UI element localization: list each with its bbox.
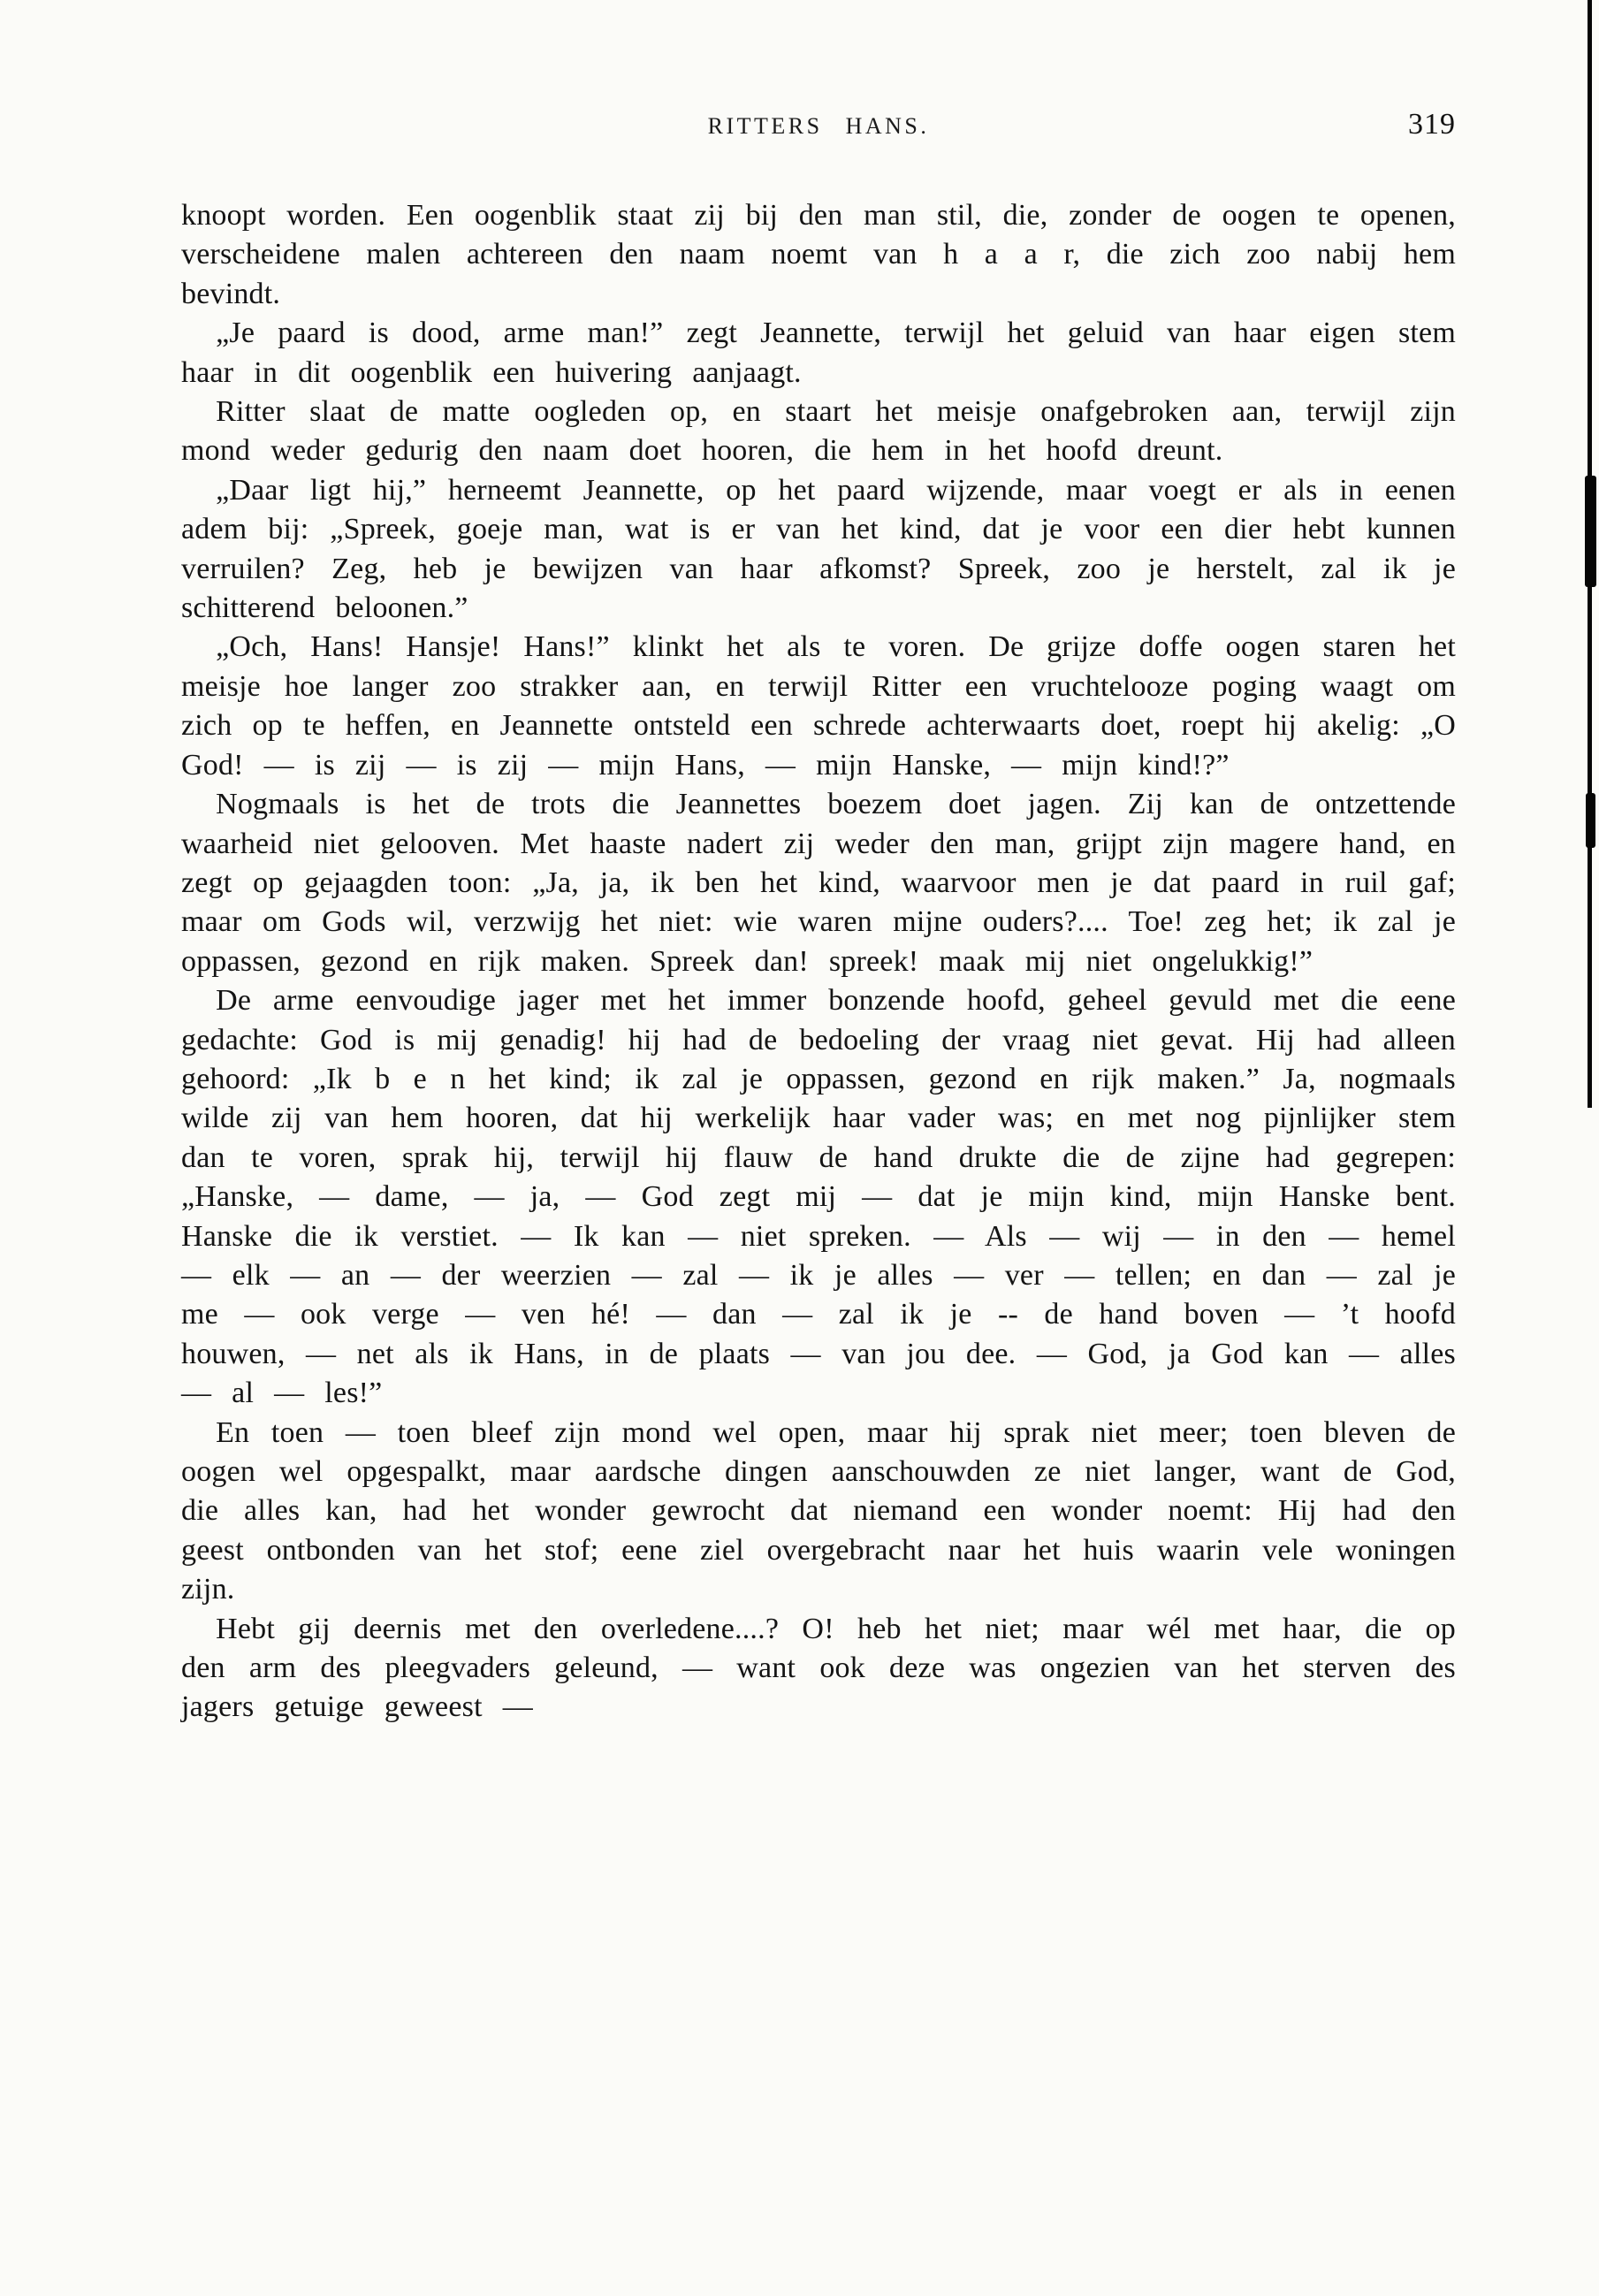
paragraph-2: „Je paard is dood, arme man!” zegt Jeannette, terwijl het geluid van haar eigen stem haar in dit oogenblik een huivering aanjaagt. (181, 317, 1456, 389)
paragraph-4: „Daar ligt hij,” herneemt Jeannette, op het paard wijzende, maar voegt er als in eenen adem bij: „Spreek, goeje man, wat is er van het kind, dat je voor een dier hebt kunnen verruilen? Zeg, heb je bewijzen van haar afkomst? Spreek, zoo je herstelt, zal ik je schitterend beloonen.” (181, 473, 1456, 625)
scan-edge-blob (1586, 793, 1595, 848)
paragraph-3: Ritter slaat de matte oogleden op, en staart het meisje onafgebroken aan, terwijl zijn mond weder gedurig den naam doet hooren, die hem in het hoofd dreunt. (181, 395, 1456, 468)
paragraph-1: knoopt worden. Een oogenblik staat zij bij den man stil, die, zonder de oogen te openen, verscheidene malen achtereen den naam noemt van h a a r, die zich zoo nabij hem bevindt. (181, 199, 1456, 310)
scan-edge-blob (1585, 476, 1596, 587)
paragraph-9: Hebt gij deernis met den overledene....? O! heb het niet; maar wél met haar, die op den arm des pleegvaders geleund, — want ook deze was ongezien van het sterven des jagers getuige geweest — (181, 1612, 1456, 1724)
paragraph-8: En toen — toen bleef zijn mond wel open, maar hij sprak niet meer; toen bleven de oogen wel opgespalkt, maar aardsche dingen aanschouwden ze niet langer, want de God, die alles kan, had het wonder gewrocht dat niemand een wonder noemt: Hij had den geest ontbonden van het stof; eene ziel overgebracht naar het huis waarin vele woningen zijn. (181, 1415, 1456, 1606)
paragraph-7: De arme eenvoudige jager met het immer bonzende hoofd, geheel gevuld met die eene gedachte: God is mij genadig! hij had de bedoeling der vraag niet gevat. Hij had alleen gehoord: „Ik b e n het kind; ik zal je oppassen, gezond en rijk maken.” Ja, nogmaals wilde zij van hem hooren, dat hij werkelijk haar vader was; en met nog pijnlijker stem dan te voren, sprak hij, terwijl hij flauw de hand drukte die de zijne had gegrepen: „Hanske, — dame, — ja, — God zegt mij — dat je mijn kind, mijn Hanske bent. Hanske die ik verstiet. — Ik kan — niet spreken. — Als — wij — in den — hemel — elk — an — der weerzien — zal — ik je alles — ver — tellen; en dan — zal je me — ook verge — ven hé! — dan — zal ik je -- de hand boven — ’t hoofd houwen, — net als ik Hans, in de plaats — van jou dee. — God, ja God kan — alles — al — les!” (181, 984, 1456, 1410)
paragraph-6: Nogmaals is het de trots die Jeannettes boezem doet jagen. Zij kan de ontzettende waarheid niet gelooven. Met haaste nadert zij weder den man, grijpt zijn magere hand, en zegt op gejaagden toon: „Ja, ja, ik ben het kind, waarvoor men je dat paard in ruil gaf; maar om Gods wil, verzwijg het niet: wie waren mijne ouders?.... Toe! zeg het; ik zal je oppassen, gezond en rijk maken. Spreek dan! spreek! maak mij niet ongelukkig!” (181, 788, 1456, 978)
page-number: 319 (1408, 108, 1456, 141)
paragraph-5: „Och, Hans! Hansje! Hans!” klinkt het als te voren. De grijze doffe oogen staren het meisje hoe langer zoo strakker aan, en terwijl Ritter een vruchtelooze poging waagt om zich op te heffen, en Jeannette ontsteld een schrede achterwaarts doet, roept hij akelig: „O God! — is zij — is zij — mijn Hans, — mijn Hanske, — mijn kind!?” (181, 630, 1456, 782)
text-block (181, 196, 1456, 1728)
page-header (181, 108, 1456, 152)
running-title: RITTERS HANS. (707, 113, 930, 139)
